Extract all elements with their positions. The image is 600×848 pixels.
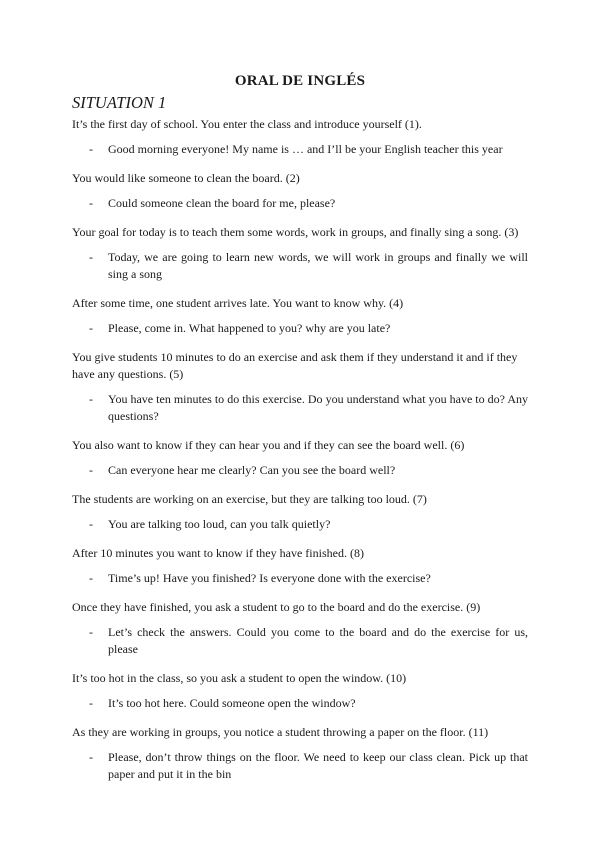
prompt-7: The students are working on an exercise, but they are talking too loud. (7) bbox=[72, 492, 427, 506]
answer-text: Today, we are going to learn new words, we will work in groups and finally we will sing a song bbox=[108, 250, 528, 281]
section-heading: SITUATION 1 bbox=[72, 93, 167, 112]
answer-1 bbox=[72, 141, 528, 158]
bullet-dash: - bbox=[89, 321, 93, 335]
situation-list bbox=[72, 116, 528, 795]
answer-text: You have ten minutes to do this exercise. Do you understand what you have to do? Any questions? bbox=[108, 392, 528, 423]
bullet-dash: - bbox=[89, 696, 93, 710]
answer-text: Good morning everyone! My name is … and I’ll be your English teacher this year bbox=[108, 142, 503, 156]
answer-6 bbox=[72, 462, 528, 479]
answer-text: It’s too hot here. Could someone open the window? bbox=[108, 696, 356, 710]
answer-text: Please, come in. What happened to you? why are you late? bbox=[108, 321, 391, 335]
answer-text: Please, don’t throw things on the floor. We need to keep our class clean. Pick up that paper and put it in the bin bbox=[108, 750, 528, 781]
answer-9 bbox=[72, 624, 528, 658]
answer-4 bbox=[72, 320, 528, 337]
answer-3 bbox=[72, 249, 528, 283]
bullet-dash: - bbox=[89, 625, 93, 639]
prompt-9: Once they have finished, you ask a student to go to the board and do the exercise. (9) bbox=[72, 600, 481, 614]
prompt-10: It’s too hot in the class, so you ask a student to open the window. (10) bbox=[72, 671, 407, 685]
prompt-5: You give students 10 minutes to do an exercise and ask them if they understand it and if they have any questions. (5) bbox=[72, 350, 518, 381]
answer-5 bbox=[72, 391, 528, 425]
answer-7 bbox=[72, 516, 528, 533]
bullet-dash: - bbox=[89, 196, 93, 210]
answer-text: Could someone clean the board for me, please? bbox=[108, 196, 336, 210]
answer-10 bbox=[72, 695, 528, 712]
answer-11 bbox=[72, 749, 528, 783]
bullet-dash: - bbox=[89, 142, 93, 156]
answer-text: Time’s up! Have you finished? Is everyone done with the exercise? bbox=[108, 571, 431, 585]
bullet-dash: - bbox=[89, 250, 93, 264]
bullet-dash: - bbox=[89, 571, 93, 585]
bullet-dash: - bbox=[89, 463, 93, 477]
answer-text: You are talking too loud, can you talk quietly? bbox=[108, 517, 331, 531]
bullet-dash: - bbox=[89, 392, 93, 406]
prompt-4: After some time, one student arrives late. You want to know why. (4) bbox=[72, 296, 404, 310]
prompt-2: You would like someone to clean the board. (2) bbox=[72, 171, 300, 185]
prompt-11: As they are working in groups, you notice a student throwing a paper on the floor. (11) bbox=[72, 725, 489, 739]
answer-8 bbox=[72, 570, 528, 587]
bullet-dash: - bbox=[89, 517, 93, 531]
prompt-6: You also want to know if they can hear you and if they can see the board well. (6) bbox=[72, 438, 465, 452]
answer-text: Can everyone hear me clearly? Can you see the board well? bbox=[108, 463, 396, 477]
prompt-3: Your goal for today is to teach them some words, work in groups, and finally sing a song. (3) bbox=[72, 225, 519, 239]
answer-text: Let’s check the answers. Could you come to the board and do the exercise for us, please bbox=[108, 625, 528, 656]
bullet-dash: - bbox=[89, 750, 93, 764]
prompt-1: It’s the first day of school. You enter the class and introduce yourself (1). bbox=[72, 117, 422, 131]
prompt-8: After 10 minutes you want to know if they have finished. (8) bbox=[72, 546, 364, 560]
answer-2 bbox=[72, 195, 528, 212]
page-title: ORAL DE INGLÉS bbox=[234, 73, 366, 89]
